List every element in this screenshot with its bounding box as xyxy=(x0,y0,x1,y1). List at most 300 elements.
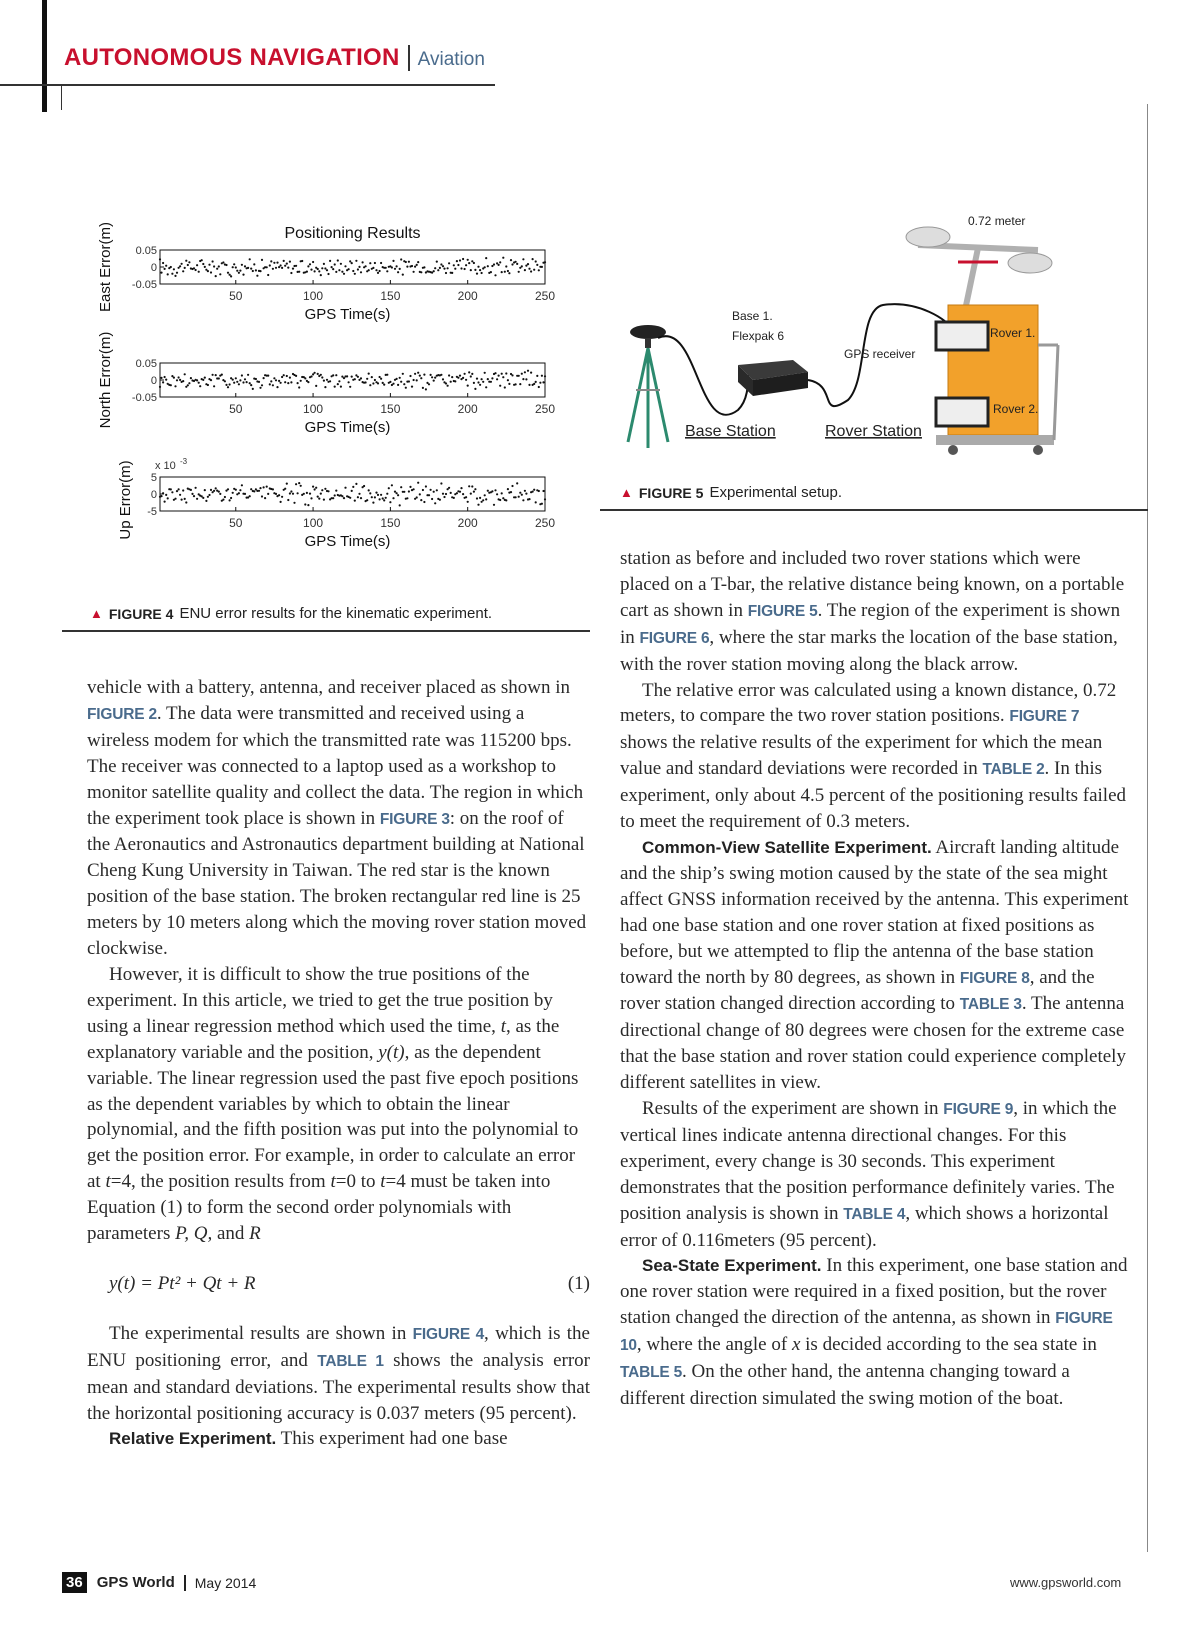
data-point xyxy=(306,271,308,273)
figure-5-setup xyxy=(618,210,1138,485)
data-point xyxy=(422,489,424,491)
data-point xyxy=(481,272,483,274)
figure-reference: FIGURE 5 xyxy=(747,602,818,620)
data-point xyxy=(357,376,359,378)
paragraph: station as before and included two rover stations which were placed on a T-bar, the relative distance being known, on a portable cart as shown in FIGURE 5. The region of the experiment is shown in FIGURE 6, where the star marks the location of the base station, with the rover station moving along the black arrow. xyxy=(620,548,1125,675)
data-point xyxy=(530,270,532,272)
data-point xyxy=(420,271,422,273)
data-point xyxy=(321,267,323,269)
data-point xyxy=(236,270,238,272)
data-point xyxy=(499,261,501,263)
data-point xyxy=(405,387,407,389)
column-rule-left xyxy=(61,84,62,110)
data-point xyxy=(195,487,197,489)
x-axis-label: GPS Time(s) xyxy=(304,419,391,436)
data-point xyxy=(298,482,300,484)
data-point xyxy=(501,373,503,375)
data-point xyxy=(464,268,466,270)
data-point xyxy=(400,381,402,383)
data-point xyxy=(456,260,458,262)
data-point xyxy=(485,257,487,259)
data-point xyxy=(321,489,323,491)
data-point xyxy=(462,493,464,495)
data-point xyxy=(406,497,408,499)
data-point xyxy=(391,266,393,268)
data-point xyxy=(225,384,227,386)
figure-5-caption xyxy=(620,484,842,501)
data-point xyxy=(544,261,546,263)
data-point xyxy=(522,258,524,260)
data-point xyxy=(281,496,283,498)
data-point xyxy=(525,493,527,495)
data-point xyxy=(493,263,495,265)
data-point xyxy=(219,273,221,275)
data-point xyxy=(178,488,180,490)
x-tick-label: 50 xyxy=(229,289,243,303)
data-point xyxy=(318,270,320,272)
figure-reference: FIGURE 9 xyxy=(943,1101,1014,1119)
data-point xyxy=(516,482,518,484)
data-point xyxy=(179,265,181,267)
data-point xyxy=(482,499,484,501)
paragraph: Common-View Satellite Experiment. Aircraft landing altitude and the ship’s swing motion caused by the state of the sea might affect GNSS information received by the antenna. This experiment had one base station and one rover station at fixed positions as before, but we attempted to flip the antenna of the base station toward the north by 80 degrees, as shown in FIGURE 8, and the rover station changed direction according to TABLE 3. The antenna directional change of 80 degrees were chosen for the extreme case that the base station and rover station could experience completely different satellites in view. xyxy=(620,836,1129,1094)
data-point xyxy=(465,264,467,266)
paragraph: Relative Experiment. This experiment had one base xyxy=(109,1428,508,1450)
data-point xyxy=(320,274,322,276)
data-point xyxy=(160,272,162,274)
data-point xyxy=(287,382,289,384)
data-point xyxy=(365,265,367,267)
data-point xyxy=(494,274,496,276)
data-point xyxy=(425,485,427,487)
data-point xyxy=(476,497,478,499)
x-tick-label: 100 xyxy=(303,516,324,530)
data-point xyxy=(278,494,280,496)
y-tick-label: -5 xyxy=(147,506,157,518)
base-station-label: Base Station xyxy=(685,423,776,440)
header-rule xyxy=(0,84,495,86)
data-point xyxy=(205,500,207,502)
data-point xyxy=(320,493,322,495)
data-point xyxy=(349,497,351,499)
data-point xyxy=(389,381,391,383)
data-point xyxy=(344,265,346,267)
data-point xyxy=(409,486,411,488)
data-point xyxy=(184,267,186,269)
data-point xyxy=(275,493,277,495)
data-point xyxy=(317,268,319,270)
data-point xyxy=(314,372,316,374)
data-point xyxy=(501,492,503,494)
data-point xyxy=(159,258,161,260)
data-point xyxy=(507,488,509,490)
data-point xyxy=(341,376,343,378)
data-point xyxy=(448,262,450,264)
data-point xyxy=(286,263,288,265)
data-point xyxy=(227,386,229,388)
data-point xyxy=(241,264,243,266)
data-point xyxy=(464,373,466,375)
data-point xyxy=(467,259,469,261)
data-point xyxy=(355,260,357,262)
data-point xyxy=(440,374,442,376)
data-point xyxy=(301,260,303,262)
data-point xyxy=(343,497,345,499)
data-point xyxy=(219,493,221,495)
data-point xyxy=(439,499,441,501)
data-point xyxy=(538,386,540,388)
data-point xyxy=(187,384,189,386)
data-point xyxy=(396,378,398,380)
caption-triangle-icon: ▲ xyxy=(90,606,103,621)
data-point xyxy=(185,260,187,262)
x-tick-label: 250 xyxy=(534,289,556,303)
data-point xyxy=(442,265,444,267)
data-point xyxy=(355,483,357,485)
data-point xyxy=(372,502,374,504)
data-point xyxy=(481,501,483,503)
base-device-label-2: Flexpak 6 xyxy=(732,329,785,343)
data-point xyxy=(433,491,435,493)
data-point xyxy=(508,272,510,274)
data-point xyxy=(544,375,546,377)
data-point xyxy=(250,488,252,490)
data-point xyxy=(349,386,351,388)
data-point xyxy=(518,496,520,498)
data-point xyxy=(402,373,404,375)
x-tick-label: 150 xyxy=(380,516,401,530)
data-point xyxy=(233,263,235,265)
data-point xyxy=(310,269,312,271)
data-point xyxy=(196,264,198,266)
data-point xyxy=(215,374,217,376)
data-point xyxy=(222,261,224,263)
magazine-name: GPS World xyxy=(96,1574,175,1591)
data-point xyxy=(252,388,254,390)
data-point xyxy=(524,371,526,373)
data-point xyxy=(408,490,410,492)
data-point xyxy=(484,372,486,374)
data-point xyxy=(392,260,394,262)
data-point xyxy=(307,381,309,383)
data-point xyxy=(297,492,299,494)
data-point xyxy=(241,484,243,486)
data-point xyxy=(164,376,166,378)
data-point xyxy=(312,373,314,375)
data-point xyxy=(270,260,272,262)
data-point xyxy=(229,383,231,385)
data-point xyxy=(386,493,388,495)
data-point xyxy=(326,379,328,381)
data-point xyxy=(258,381,260,383)
data-point xyxy=(541,266,543,268)
data-point xyxy=(372,382,374,384)
data-point xyxy=(202,263,204,265)
data-point xyxy=(188,261,190,263)
y-tick-label: 0 xyxy=(150,489,157,501)
data-point xyxy=(202,379,204,381)
y-scale-label: x 10 xyxy=(155,460,176,472)
subsection-heading: Relative Experiment. xyxy=(109,1429,277,1449)
data-point xyxy=(317,373,319,375)
data-point xyxy=(422,387,424,389)
data-point xyxy=(218,491,220,493)
data-point xyxy=(490,271,492,273)
data-point xyxy=(505,499,507,501)
data-point xyxy=(375,269,377,271)
data-point xyxy=(366,499,368,501)
data-point xyxy=(470,493,472,495)
data-point xyxy=(484,266,486,268)
data-point xyxy=(487,378,489,380)
data-point xyxy=(160,377,162,379)
data-point xyxy=(377,272,379,274)
data-point xyxy=(238,492,240,494)
data-point xyxy=(278,266,280,268)
data-point xyxy=(269,264,271,266)
data-point xyxy=(528,498,530,500)
data-point xyxy=(300,380,302,382)
data-point xyxy=(341,271,343,273)
data-point xyxy=(386,270,388,272)
data-point xyxy=(196,498,198,500)
data-point xyxy=(324,267,326,269)
data-point xyxy=(191,493,193,495)
data-point xyxy=(351,490,353,492)
data-point xyxy=(368,489,370,491)
data-point xyxy=(343,377,345,379)
data-point xyxy=(174,498,176,500)
data-point xyxy=(386,374,388,376)
x-tick-label: 100 xyxy=(303,402,324,416)
data-point xyxy=(374,496,376,498)
data-point xyxy=(437,269,439,271)
data-point xyxy=(224,496,226,498)
data-point xyxy=(450,492,452,494)
data-point xyxy=(232,266,234,268)
data-point xyxy=(196,379,198,381)
x-axis-label: GPS Time(s) xyxy=(304,533,391,550)
y-tick-label: 5 xyxy=(150,472,157,484)
data-point xyxy=(380,262,382,264)
data-point xyxy=(448,487,450,489)
data-point xyxy=(332,374,334,376)
data-point xyxy=(358,493,360,495)
data-point xyxy=(525,265,527,267)
data-point xyxy=(238,383,240,385)
data-point xyxy=(524,490,526,492)
data-point xyxy=(416,496,418,498)
data-point xyxy=(380,378,382,380)
data-point xyxy=(227,488,229,490)
data-point xyxy=(312,486,314,488)
data-point xyxy=(379,498,381,500)
equation-1 xyxy=(87,1247,590,1321)
data-point xyxy=(232,379,234,381)
data-point xyxy=(357,268,359,270)
data-point xyxy=(479,497,481,499)
data-point xyxy=(174,275,176,277)
data-point xyxy=(314,270,316,272)
footer-separator xyxy=(184,1575,186,1591)
data-point xyxy=(266,266,268,268)
data-point xyxy=(354,378,356,380)
data-point xyxy=(456,492,458,494)
data-point xyxy=(182,270,184,272)
data-point xyxy=(275,267,277,269)
y-tick-label: 0.05 xyxy=(135,245,157,257)
data-point xyxy=(450,381,452,383)
data-point xyxy=(457,264,459,266)
data-point xyxy=(341,495,343,497)
data-point xyxy=(290,490,292,492)
data-point xyxy=(190,377,192,379)
data-point xyxy=(521,494,523,496)
data-point xyxy=(481,378,483,380)
data-point xyxy=(403,383,405,385)
data-point xyxy=(315,487,317,489)
paragraph: vehicle with a battery, antenna, and receiver placed as shown in FIGURE 2. The data were transmitted and received using a wireless modem for which the transmitted rate was 115200 bps. The receiver was connected to a laptop used as a workshop to monitor satellite quality and collect the data. The region in which the experiment took place is shown in FIGURE 3: on the roof of the Aeronautics and Astronautics department building at National Cheng Kung University in Taiwan. The red star is the known position of the base station. The broken rectangular red line is 25 meters by 10 meters along which the moving rover station moved clockwise. xyxy=(87,677,587,960)
data-point xyxy=(380,494,382,496)
data-point xyxy=(235,489,237,491)
x-tick-label: 150 xyxy=(380,289,401,303)
data-point xyxy=(272,268,274,270)
data-point xyxy=(399,268,401,270)
equation-text: y(t) = Pt² + Qt + R xyxy=(109,1272,256,1294)
plot-frame xyxy=(160,477,545,511)
data-point xyxy=(159,386,161,388)
x-tick-label: 200 xyxy=(457,289,478,303)
data-point xyxy=(411,265,413,267)
data-point xyxy=(454,268,456,270)
data-point xyxy=(468,371,470,373)
data-point xyxy=(358,266,360,268)
data-point xyxy=(334,494,336,496)
data-point xyxy=(357,496,359,498)
data-point xyxy=(354,500,356,502)
data-point xyxy=(281,267,283,269)
data-point xyxy=(327,273,329,275)
data-point xyxy=(171,491,173,493)
data-point xyxy=(337,383,339,385)
data-point xyxy=(190,489,192,491)
table-reference: TABLE 3 xyxy=(959,996,1022,1014)
x-tick-label: 50 xyxy=(229,402,243,416)
data-point xyxy=(471,485,473,487)
data-point xyxy=(182,489,184,491)
data-point xyxy=(286,375,288,377)
data-point xyxy=(176,490,178,492)
data-point xyxy=(340,263,342,265)
left-column xyxy=(87,675,590,1452)
table-reference: TABLE 4 xyxy=(843,1205,906,1223)
data-point xyxy=(496,378,498,380)
data-point xyxy=(280,501,282,503)
data-point xyxy=(298,386,300,388)
data-point xyxy=(515,261,517,263)
data-point xyxy=(241,374,243,376)
data-point xyxy=(433,270,435,272)
data-point xyxy=(417,261,419,263)
figure-reference: FIGURE 3 xyxy=(379,810,450,828)
data-point xyxy=(409,375,411,377)
data-point xyxy=(477,266,479,268)
data-point xyxy=(259,387,261,389)
data-point xyxy=(314,488,316,490)
data-point xyxy=(230,275,232,277)
data-point xyxy=(266,486,268,488)
data-point xyxy=(235,377,237,379)
data-point xyxy=(382,382,384,384)
data-point xyxy=(304,377,306,379)
data-point xyxy=(324,488,326,490)
data-point xyxy=(309,493,311,495)
data-point xyxy=(162,492,164,494)
data-point xyxy=(440,263,442,265)
data-point xyxy=(239,379,241,381)
data-point xyxy=(473,262,475,264)
data-point xyxy=(479,384,481,386)
caption-triangle-icon: ▲ xyxy=(620,485,633,500)
data-point xyxy=(470,269,472,271)
gps-receiver-label: GPS receiver xyxy=(844,347,916,361)
data-point xyxy=(448,374,450,376)
data-point xyxy=(375,492,377,494)
data-point xyxy=(184,498,186,500)
data-point xyxy=(459,491,461,493)
data-point xyxy=(178,376,180,378)
data-point xyxy=(304,503,306,505)
base-receiver-icon xyxy=(738,360,808,396)
data-point xyxy=(403,491,405,493)
data-point xyxy=(309,263,311,265)
data-point xyxy=(417,372,419,374)
data-point xyxy=(413,271,415,273)
data-point xyxy=(323,499,325,501)
data-point xyxy=(479,269,481,271)
data-point xyxy=(502,257,504,259)
data-point xyxy=(173,377,175,379)
distance-label: 0.72 meter xyxy=(968,214,1026,228)
table-reference: TABLE 5 xyxy=(620,1364,683,1382)
data-point xyxy=(465,379,467,381)
data-point xyxy=(170,384,172,386)
data-point xyxy=(230,497,232,499)
data-point xyxy=(541,503,543,505)
data-point xyxy=(522,499,524,501)
data-point xyxy=(442,378,444,380)
x-axis-label: GPS Time(s) xyxy=(304,306,391,323)
figure-label: FIGURE 4 xyxy=(108,605,174,622)
paragraph: Results of the experiment are shown in FIGURE 9, in which the vertical lines indicate antenna directional changes. For this experiment, every change is 30 seconds. This experiment demonstrates that the position performance definitely varies. The position analysis is shown in TABLE 4, which shows a horizontal error of 0.116meters (95 percent). xyxy=(620,1098,1117,1251)
data-point xyxy=(320,374,322,376)
paragraph: The relative error was calculated using a known distance, 0.72 meters, to compare the two rover station positions. FIGURE 7 shows the relative results of the experiment for which the mean value and standard deviations were recorded in TABLE 2. In this experiment, only about 4.5 percent of the positioning results failed to meet the requirement of 0.3 meters. xyxy=(620,679,1127,833)
data-point xyxy=(352,486,354,488)
data-point xyxy=(204,489,206,491)
data-point xyxy=(538,490,540,492)
data-point xyxy=(287,267,289,269)
data-point xyxy=(252,270,254,272)
data-point xyxy=(318,498,320,500)
data-point xyxy=(259,487,261,489)
data-point xyxy=(536,375,538,377)
rover-2-label: Rover 2. xyxy=(993,402,1039,416)
data-point xyxy=(242,381,244,383)
data-point xyxy=(434,267,436,269)
data-point xyxy=(338,380,340,382)
header-accent-bar xyxy=(42,0,47,112)
data-point xyxy=(416,264,418,266)
